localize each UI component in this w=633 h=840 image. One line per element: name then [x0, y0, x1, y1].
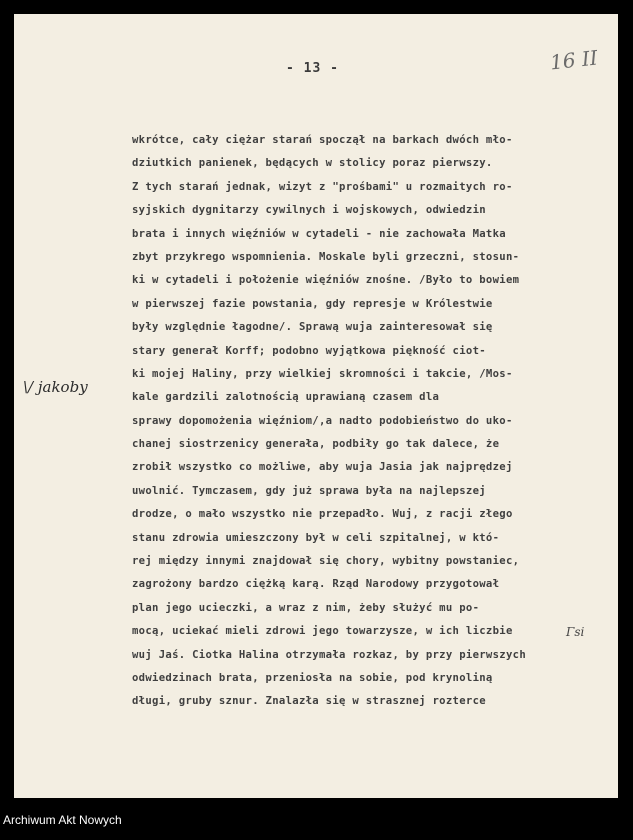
folio-annotation: 16 II	[548, 45, 599, 75]
document-page	[14, 14, 618, 798]
text-line: odwiedzinach brata, przeniosła na sobie, pod krynoliną	[132, 671, 493, 684]
page-number: - 13 -	[286, 61, 339, 76]
text-line: były względnie łagodne/. Sprawą wuja zainteresował się	[132, 321, 493, 334]
text-line: plan jego ucieczki, a wraz z nim, żeby służyć mu po-	[132, 601, 480, 614]
text-line: wuj Jaś. Ciotka Halina otrzymała rozkaz, by przy pierwszych	[132, 648, 526, 661]
text-line: ki w cytadeli i położenie więźniów znośne. /Było to bowiem	[132, 274, 520, 287]
text-line: sprawy dopomożenia więźniom/,a nadto podobieństwo do uko-	[132, 414, 513, 427]
text-line: długi, gruby sznur. Znalazła się w strasznej rozterce	[132, 695, 486, 708]
text-line: ki mojej Haliny, przy wielkiej skromności i takcie, /Mos-	[132, 367, 513, 380]
margin-note: \/ jakoby	[23, 378, 88, 396]
footer-bar	[0, 798, 633, 840]
text-line: w pierwszej fazie powstania, gdy represje w Królestwie	[132, 297, 493, 310]
text-line: chanej siostrzenicy generała, podbiły go tak dalece, że	[132, 438, 500, 451]
text-line: uwolnić. Tymczasem, gdy już sprawa była na najlepszej	[132, 484, 486, 497]
text-line: mocą, uciekać mieli zdrowi jego towarzysze, w ich liczbie	[132, 625, 513, 638]
text-line: zagrożony bardzo ciężką karą. Rząd Narodowy przygotował	[132, 578, 500, 591]
archive-label: Archiwum Akt Nowych	[3, 813, 122, 827]
text-line: wkrótce, cały ciężar starań spoczął na barkach dwóch mło-	[132, 134, 513, 146]
text-line: zbyt przykrego wspomnienia. Moskale byli grzeczni, stosun-	[132, 250, 520, 263]
typed-text-block	[132, 129, 602, 714]
text-line: brata i innych więźniów w cytadeli - nie zachowała Matka	[132, 227, 506, 240]
text-line: drodze, o mało wszystko nie przepadło. Wuj, z racji złego	[132, 508, 513, 521]
text-line: rej między innymi znajdował się chory, wybitny powstaniec,	[132, 555, 520, 568]
text-line: zrobił wszystko co możliwe, aby wuja Jasia jak najprędzej	[132, 461, 513, 474]
margin-mark: Γsi	[566, 625, 585, 639]
text-line: kale gardzili zalotnością uprawianą czasem dla	[132, 391, 440, 404]
text-line: Z tych starań jednak, wizyt z "prośbami" u rozmaitych ro-	[132, 180, 513, 193]
text-line: syjskich dygnitarzy cywilnych i wojskowych, odwiedzin	[132, 204, 486, 217]
text-line: dziutkich panienek, będących w stolicy poraz pierwszy.	[132, 157, 493, 170]
text-line: stary generał Korff; podobno wyjątkowa piękność ciot-	[132, 344, 486, 357]
text-line: stanu zdrowia umieszczony był w celi szpitalnej, w któ-	[132, 531, 500, 544]
